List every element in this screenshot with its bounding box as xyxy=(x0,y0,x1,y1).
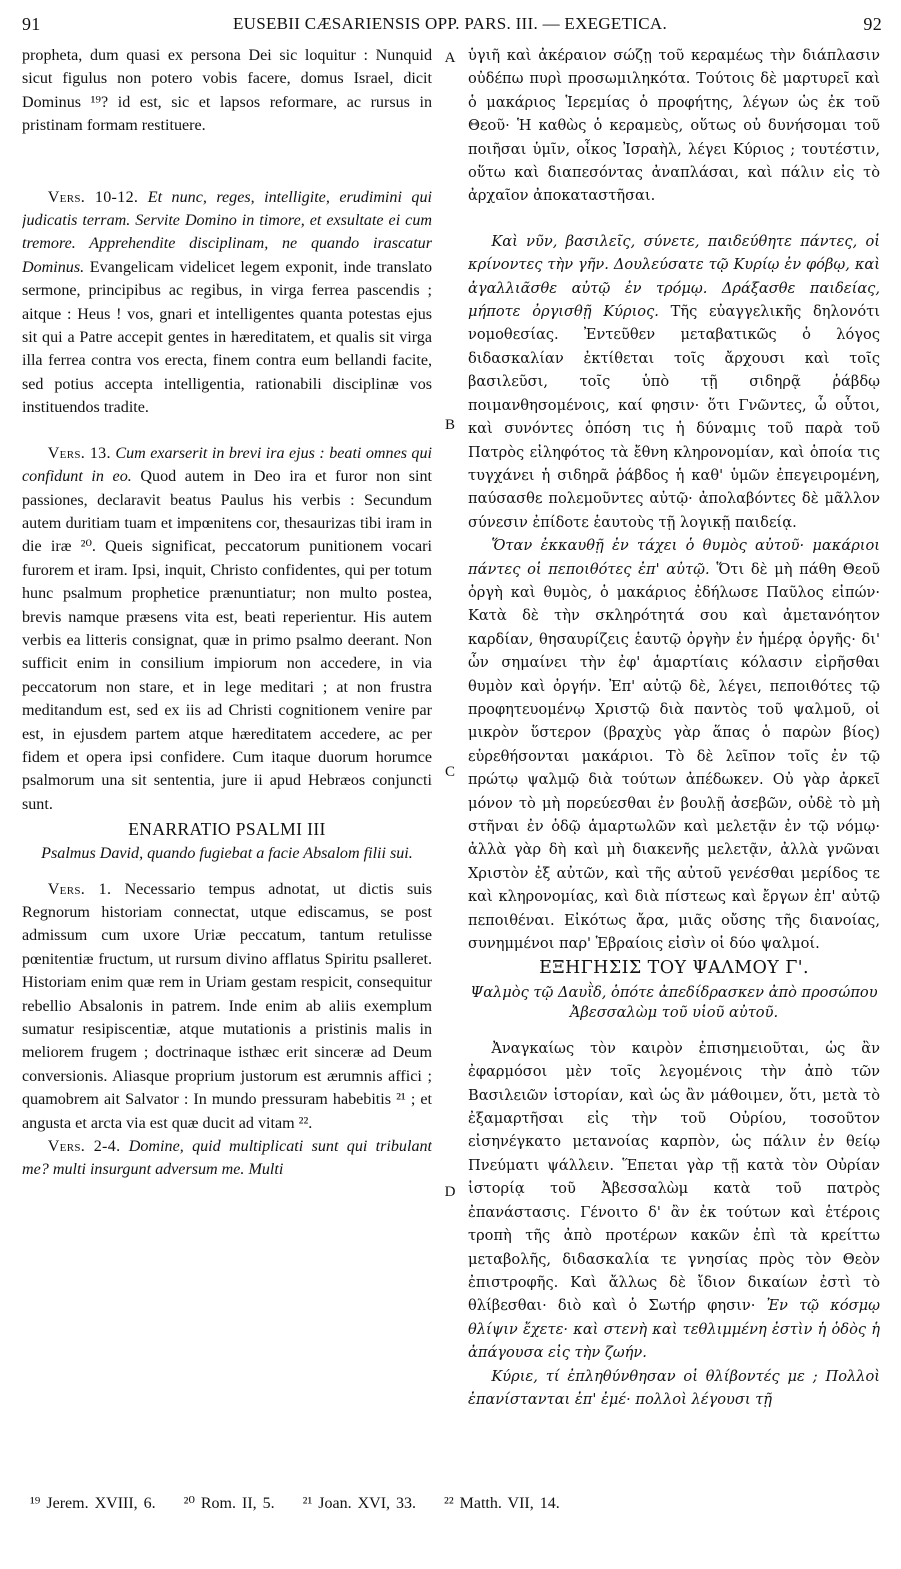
greek-paragraph-4 xyxy=(468,1037,880,1365)
verse-text: Et nunc, reges, intelligite, erudimini qui judicatis terram. Servite Domino in timore, et exsultate ei cum tremore. Apprehendite disciplinam, ne quando irascatur Dominus. xyxy=(22,188,432,276)
latin-paragraph-5 xyxy=(22,1135,432,1182)
greek-section-title: ΕΞΗΓΗΣΙΣ ΤΟΥ ΨΑΛΜΟΥ Γ'. xyxy=(539,958,809,979)
running-title: EUSEBII CÆSARIENSIS OPP. PARS. III. — EXEGETICA. xyxy=(232,14,668,33)
commentary-text: Evangelicam videlicet legem exponit, inde translato sermone, principibus ac regibus, in virga ferrea pascendis ; aitque : Heus ! vos, gnari et intelligentes quanta potestas ejus sit qui a Patre accepit gentes in hæreditatem, et qualis sit virga illa ferrea contra vos erecta, finem contra eum bellandi facite, sed potius accepta intelligentia, rationabili disciplinæ vos instituendos tradite. xyxy=(22,258,432,417)
verse-text: Domine, quid multiplicati sunt qui tribulant me? multi insurgunt adversum me. Multi xyxy=(22,1138,432,1179)
latin-paragraph-4 xyxy=(22,878,432,1135)
latin-section-title: ENARRATIO PSALMI III xyxy=(128,819,326,840)
verse-text: Κύριε, τί ἐπληθύνθησαν οἱ θλίβοντές με ; Πολλοὶ ἐπανίστανται ἐπ' ἐμέ· πολλοὶ λέγουσι τῇ xyxy=(468,1367,880,1408)
footnote: ²¹ Joan. XVI, 33. xyxy=(302,1495,417,1512)
margin-letter-b: B xyxy=(444,417,455,433)
commentary-text: Necessario tempus adnotat, ut dictis suis Regnorum historiam connectat, utque ediscamus, se post admissum cum uxore Uriæ peccatum, tantum retulisse pœnitentiæ fructum, ut rursum divino afflatus Spiritu psalleret. Historiam enim quæ rem in Uriam gestam respicit, consequitur rebellio Absalonis in patrem. Inde enim ab aliis exemplum sumatur resipiscentiæ, atque mutationis a pristinis malis in meliorem frugem ; doctrinaque isthæc erit sinceræ ad Deum conversionis. Aliasque proprium justorum est ærumnis affici ; quamobrem ait Salvator : In mundo pressuram habebitis ²¹ ; et angusta et arcta via est quæ ducit ad vitam ²². xyxy=(22,880,432,1132)
latin-paragraph-2 xyxy=(22,186,432,420)
latin-paragraph-1: propheta, dum quasi ex persona Dei sic loquitur : Nunquid sicut figulus non potero vobis facere, domus Israel, dicit Dominus ¹⁹? id est, sic et lapsos reformare, ac rursus in pristinam formam restituere. xyxy=(22,47,432,135)
verse-text: Cum exarserit in brevi ira ejus : beati omnes qui confidunt in eo. xyxy=(22,444,432,486)
greek-paragraph-2 xyxy=(468,230,880,534)
margin-letter-c: C xyxy=(444,764,455,780)
greek-column xyxy=(468,44,880,1464)
verse-ref: Vers. 2-4. xyxy=(47,1138,121,1156)
commentary-text: Quod autem in Deo ira et furor non sint passiones, declaravit beatus Paulus his verbis : Secundum autem duritiam tuam et impœnitens cor, thesaurizas tibi iram in die iræ ²⁰. Queis significat, peccatorum punitionem vocari furorem et iram. Ipsi, inquit, Christo confidentes, qui per totum hunc psalmum prophetice prænuntiatur; non multo postea, brevis namque præsens vita est, beati reperientur. His autem verbis ea litteris consignat, quæ in primo psalmo deerant. Non sufficit enim in consilium impiorum non accedere, in via peccatorum non stare, et in lege meditari ; at non frustra meditandum est, sed ex iis ad Christi cognitionem venire par est, in ejusdem partem atque hæreditatem accedere, ac per fidem et opera ipsi confidere. Cum itaque duorum horumce psalmorum una sit sententia, jure ii apud Hebræos conjuncti sunt. xyxy=(22,468,432,813)
latin-paragraph-3 xyxy=(22,442,432,817)
greek-paragraph-1: ὑγιῆ καὶ ἀκέραιον σώζῃ τοῦ κεραμέως τὴν διάπλασιν οὐδέπω πυρὶ προσωμιληκότα. Τούτοις δὲ μαρτυρεῖ καὶ ὁ μακάριος Ἱερεμίας ὁ προφήτης, λέγων ὡς ἐκ τοῦ Θεοῦ· Ἡ καθὼς ὁ κεραμεὺς, οὕτως οὐ δυνήσομαι τοῦ ποιῆσαι ὑμῖν, οἶκος Ἰσραὴλ, λέγει Κύριος ; τουτέστιν, οὕτω καὶ διαπεσόντας ἀναπλάσαι, καὶ πάλιν εἰς τὸ ἀρχαῖον ἀποκαταστῆσαι. xyxy=(468,47,880,205)
verse-ref: Vers. 13. xyxy=(47,444,111,462)
footnote: ²² Matth. VII, 14. xyxy=(444,1495,560,1512)
running-header xyxy=(14,10,886,40)
verse-text: Καὶ νῦν, βασιλεῖς, σύνετε, παιδεύθητε πάντες, οἱ κρίνοντες τὴν γῆν. Δουλεύσατε τῷ Κυρίῳ ἐν φόβῳ, καὶ ἀγαλλιᾶσθε αὐτῷ ἐν τρόμῳ. Δράξασθε παιδείας, μήποτε ὀργισθῇ Κύριος. xyxy=(468,232,880,321)
latin-column xyxy=(22,44,432,1464)
verse-text: Ὅταν ἐκκαυθῇ ἐν τάχει ὁ θυμὸς αὐτοῦ· μακάριοι πάντες οἱ πεποιθότες ἐπ' αὐτῷ. xyxy=(468,537,880,578)
margin-letter-a: A xyxy=(444,50,456,66)
verse-ref: Vers. 10-12. xyxy=(47,188,139,206)
footnotes xyxy=(30,1493,880,1513)
margin-letter-d: D xyxy=(444,1184,456,1200)
page-number-left: 91 xyxy=(22,14,41,34)
footnote: ²⁰ Rom. II, 5. xyxy=(183,1495,275,1512)
greek-paragraph-5 xyxy=(468,1365,880,1412)
verse-ref: Vers. 1. xyxy=(47,880,112,898)
footnote: ¹⁹ Jerem. XVIII, 6. xyxy=(30,1495,156,1512)
greek-section-subtitle: Ψαλμὸς τῷ Δαυῒδ, ὁπότε ἀπεδίδρασκεν ἀπὸ προσώπου Ἀβεσσαλὼμ τοῦ υἱοῦ αὐτοῦ. xyxy=(470,983,878,1021)
commentary-text: Ἀναγκαίως τὸν καιρὸν ἐπισημειοῦται, ὡς ἂν ἐφαρμόσοι μὲν τοῖς λεγομένοις τὴν ἀπὸ τῶν Βασιλειῶν ἱστορίαν, καὶ ὡς ἂν μάθοιμεν, ὅτι, μετὰ τὸ ἐξαμαρτῆσαι εἰς τὴν τοῦ Οὐρίου, τοσοῦτον εἰσηνέγκατο μετανοίας καρπὸν, ὡς πάλιν ἐν θείῳ Πνεύματι ψάλλειν. Ἕπεται γὰρ τῇ κατὰ τὸν Οὐρίαν ἱστορίᾳ τοῦ Ἀβεσσαλὼμ κατὰ τοῦ πατρὸς ἐπανάστασις. Γένοιτο δ' ἂν ἐκ τούτων καὶ ἑτέροις τροπὴ τῆς ἀπὸ προτέρων κακῶν ἐπὶ τὰ κρείττω μεταβολῆς, διδασκαλία τε γνησίας πρὸς τὸν Θεὸν ἐπιστροφῆς. Καὶ ἄλλως δὲ ἴδιον δικαίων ἐστὶ τὸ θλίβεσθαι· διὸ καὶ ὁ Σωτήρ φησιν· xyxy=(468,1039,880,1315)
greek-paragraph-3 xyxy=(468,534,880,955)
commentary-text: Ὅτι δὲ μὴ πάθη Θεοῦ ὀργὴ καὶ θυμὸς, ὁ μακάριος ἐδήλωσε Παῦλος εἰπών· Κατὰ δὲ τὴν σκληρότητά σου καὶ ἀμετανόητον καρδίαν, θησαυρίζεις ἑαυτῷ ὀργὴν ἐν ἡμέρᾳ ὀργῆς· δι' ὧν σημαίνει τὴν ἐφ' ἁμαρτίαις κόλασιν εἰρῆσθαι θυμὸν καὶ ὀργήν. Ἐπ' αὐτῷ δὲ, λέγει, πεποιθότες τῷ προφητευομένῳ Χριστῷ διὰ παντὸς τοῦ ψαλμοῦ, οἱ μικρὸν ὕστερον (βραχὺς γὰρ ἅπας ὁ παρὼν βίος) εὑρεθήσονται μακάριοι. Τὸ δὲ λεῖπον τοῖς ἐν τῷ πρώτῳ ψαλμῷ διὰ τούτων ἀπέδωκεν. Οὐ γὰρ ἀρκεῖ μόνον τὸ μὴ πορεύεσθαι ἐν βουλῇ ἀσεβῶν, οὐδὲ τὸ μὴ στῆναι ἐν ὁδῷ ἁμαρτωλῶν καὶ μελετᾷν ἐν τῷ νόμῳ· ἀλλὰ γὰρ δὴ καὶ μὴ διακενῆς μελετᾷν, ἀλλὰ γνῶναι Χριστὸν ἐξ αὐτῶν, καὶ τῆς αὐτοῦ γενέσθαι μερίδος τε καὶ κληρονομίας, καὶ διὰ πίστεως καὶ ἔργων ἐπ' αὐτῷ πεποιθέναι. Εἰκότως ἄρα, μιᾶς οὔσης τῆς διανοίας, συνημμένοι παρ' Ἑβραίοις εἰσὶν οἱ δύο ψαλμοί. xyxy=(468,560,880,953)
commentary-text: Τῆς εὐαγγελικῆς δηλονότι νομοθεσίας. Ἐντεῦθεν μεταβατικῶς ὁ λόγος διδασκαλίαν ἐκτίθεται τοῖς ἄρχουσι καὶ τοῖς βασιλεῦσι, τοῖς ὑπὸ τῇ σιδηρᾷ ῥάβδῳ ποιμανθησομένοις, καί φησιν· ὅτι Γνῶντες, ὦ οὗτοι, καὶ συνόντες ὁπόση τις ἡ δύναμις τοῦ παρὰ τοῦ Πατρὸς εἰληφότος τὰ ἔθνη κληρονομίαν, καὶ ὁποία τις τυγχάνει ἡ σιδηρᾶ ῥάβδος ἡ καθ' ὑμῶν ἐπεγειρομένη, παύσασθε πολεμοῦντες αὐτῷ· ἀπολαβόντες δὲ μᾶλλον σύνεσιν ἐπίδοτε ἑαυτοὺς τῇ λογικῇ παιδείᾳ. xyxy=(468,303,880,531)
latin-section-subtitle: Psalmus David, quando fugiebat a facie Absalom filii sui. xyxy=(41,844,413,862)
verse-text: Ἐν τῷ κόσμῳ θλίψιν ἔχετε· καὶ στενὴ καὶ τεθλιμμένη ἐστὶν ἡ ὁδὸς ἡ ἀπάγουσα εἰς τὴν ζωήν. xyxy=(468,1297,880,1362)
page-number-right: 92 xyxy=(863,14,882,34)
